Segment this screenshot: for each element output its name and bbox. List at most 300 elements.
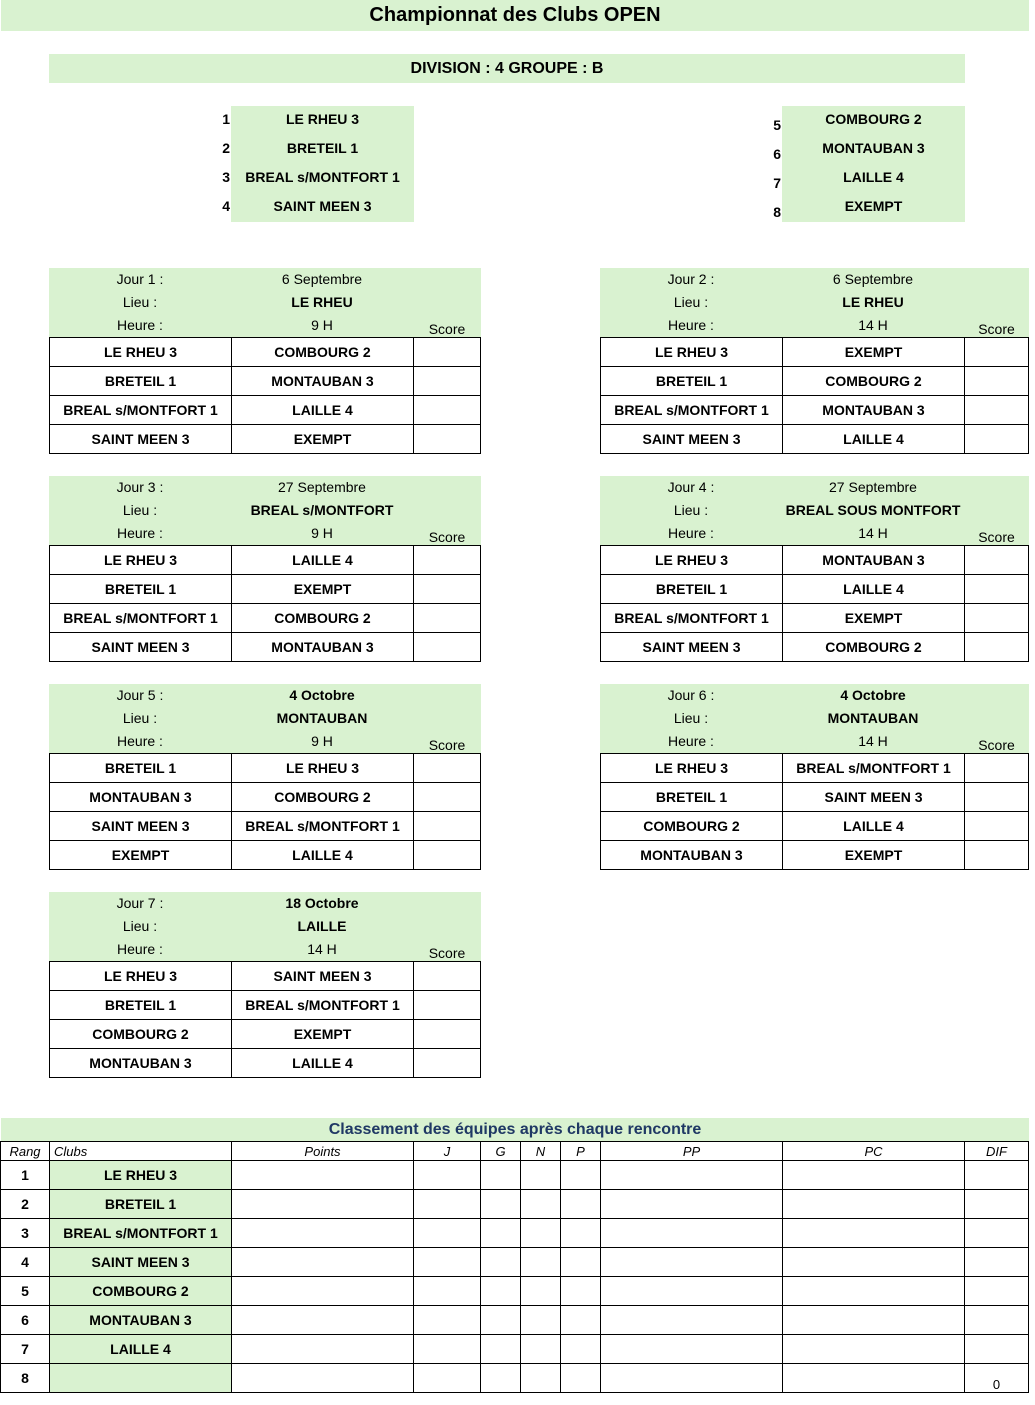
points-cell[interactable] (232, 1364, 414, 1393)
pc-cell[interactable] (783, 1248, 965, 1277)
day-label: Jour 1 : (116, 271, 164, 287)
home-team: COMBOURG 2 (50, 1020, 232, 1049)
away-team: COMBOURG 2 (232, 338, 414, 367)
away-team: LAILLE 4 (232, 396, 414, 425)
played-cell[interactable] (414, 1219, 481, 1248)
match-row (601, 633, 1029, 662)
score-label: Score (978, 321, 1015, 337)
day-location: MONTAUBAN (827, 710, 919, 726)
lost-cell[interactable] (561, 1277, 601, 1306)
day-date: 27 Septembre (278, 479, 366, 495)
home-team: COMBOURG 2 (601, 812, 783, 841)
score-label: Score (428, 529, 466, 545)
club-name: LAILLE 4 (50, 1335, 232, 1364)
score-label: Score (978, 737, 1015, 753)
day-time: 14 H (858, 525, 888, 541)
played-cell[interactable] (414, 1190, 481, 1219)
score-cell[interactable] (414, 991, 481, 1020)
away-team: EXEMPT (232, 575, 414, 604)
away-team: LAILLE 4 (783, 425, 965, 454)
home-team: LE RHEU 3 (601, 754, 783, 783)
pc-cell[interactable] (783, 1364, 965, 1393)
rank-number: 1 (1, 1161, 50, 1190)
time-label: Heure : (117, 317, 163, 333)
match-table (49, 337, 481, 454)
points-cell[interactable] (232, 1190, 414, 1219)
away-team: EXEMPT (232, 425, 414, 454)
day-time: 9 H (311, 317, 333, 333)
away-team: MONTAUBAN 3 (783, 546, 965, 575)
match-row (50, 604, 481, 633)
team-number: 5 (773, 117, 781, 133)
lost-cell[interactable] (561, 1219, 601, 1248)
match-day-block (49, 892, 481, 1078)
team-number: 2 (222, 140, 230, 156)
home-team: LE RHEU 3 (601, 338, 783, 367)
ranking-row (1, 1219, 1029, 1248)
score-label: Score (428, 945, 466, 961)
header-n: N (521, 1142, 561, 1161)
day-label: Jour 5 : (116, 687, 164, 703)
pp-cell[interactable] (601, 1364, 783, 1393)
match-row (50, 812, 481, 841)
day-date: 4 Octobre (289, 687, 355, 703)
won-cell[interactable] (481, 1364, 521, 1393)
time-label: Heure : (668, 525, 714, 541)
won-cell[interactable] (481, 1306, 521, 1335)
score-cell[interactable] (965, 338, 1029, 367)
score-cell[interactable] (414, 425, 481, 454)
club-name: BREAL s/MONTFORT 1 (50, 1219, 232, 1248)
home-team: LE RHEU 3 (50, 338, 232, 367)
pp-cell[interactable] (601, 1335, 783, 1364)
location-label: Lieu : (122, 294, 158, 310)
score-cell[interactable] (414, 396, 481, 425)
match-row (50, 546, 481, 575)
lost-cell[interactable] (561, 1364, 601, 1393)
score-cell[interactable] (414, 546, 481, 575)
match-day-block (49, 684, 481, 870)
team-name: BRETEIL 1 (286, 140, 359, 156)
pp-cell[interactable] (601, 1277, 783, 1306)
match-row (601, 783, 1029, 812)
home-team: BRETEIL 1 (50, 991, 232, 1020)
header-rang: Rang (1, 1142, 50, 1161)
day-location: MONTAUBAN (276, 710, 368, 726)
draw-cell[interactable] (521, 1219, 561, 1248)
match-row (50, 575, 481, 604)
header-dif: DIF (965, 1142, 1029, 1161)
home-team: BRETEIL 1 (50, 575, 232, 604)
home-team: BREAL s/MONTFORT 1 (601, 396, 783, 425)
match-table (49, 545, 481, 662)
header-pc: PC (783, 1142, 965, 1161)
score-cell[interactable] (414, 367, 481, 396)
home-team: SAINT MEEN 3 (50, 812, 232, 841)
away-team: EXEMPT (783, 841, 965, 870)
match-day-block (49, 476, 481, 662)
day-label: Jour 3 : (116, 479, 164, 495)
club-name: BRETEIL 1 (50, 1190, 232, 1219)
home-team: BRETEIL 1 (601, 575, 783, 604)
dif-cell[interactable] (965, 1219, 1029, 1248)
score-cell[interactable] (414, 1020, 481, 1049)
points-cell[interactable] (232, 1306, 414, 1335)
ranking-row (1, 1161, 1029, 1190)
match-table (600, 545, 1029, 662)
home-team: MONTAUBAN 3 (50, 1049, 232, 1078)
ranking-row (1, 1306, 1029, 1335)
day-date: 4 Octobre (840, 687, 906, 703)
match-day-header (49, 476, 481, 546)
score-cell[interactable] (414, 633, 481, 662)
day-date: 18 Octobre (285, 895, 359, 911)
draw-cell[interactable] (521, 1190, 561, 1219)
day-time: 14 H (307, 941, 337, 957)
time-label: Heure : (117, 525, 163, 541)
rank-number: 3 (1, 1219, 50, 1248)
club-name: COMBOURG 2 (50, 1277, 232, 1306)
team-name: MONTAUBAN 3 (822, 140, 925, 156)
score-cell[interactable] (965, 783, 1029, 812)
dif-cell[interactable]: 0 (965, 1364, 1029, 1393)
won-cell[interactable] (481, 1219, 521, 1248)
location-label: Lieu : (673, 294, 709, 310)
score-cell[interactable] (414, 338, 481, 367)
match-day-header (600, 268, 1029, 338)
points-cell[interactable] (232, 1335, 414, 1364)
pp-cell[interactable] (601, 1248, 783, 1277)
score-cell[interactable] (965, 575, 1029, 604)
dif-cell[interactable] (965, 1277, 1029, 1306)
day-label: Jour 6 : (667, 687, 715, 703)
score-cell[interactable] (414, 962, 481, 991)
score-cell[interactable] (414, 1049, 481, 1078)
home-team: LE RHEU 3 (50, 962, 232, 991)
time-label: Heure : (117, 733, 163, 749)
away-team: EXEMPT (783, 338, 965, 367)
header-clubs: Clubs (50, 1142, 232, 1161)
day-label: Jour 2 : (667, 271, 715, 287)
won-cell[interactable] (481, 1248, 521, 1277)
dif-cell[interactable] (965, 1306, 1029, 1335)
day-label: Jour 4 : (667, 479, 715, 495)
played-cell[interactable] (414, 1364, 481, 1393)
score-cell[interactable] (965, 546, 1029, 575)
match-row (601, 575, 1029, 604)
time-label: Heure : (668, 317, 714, 333)
home-team: BRETEIL 1 (601, 783, 783, 812)
ranking-row (1, 1190, 1029, 1219)
match-row (50, 1049, 481, 1078)
score-cell[interactable] (414, 783, 481, 812)
draw-cell[interactable] (521, 1277, 561, 1306)
draw-cell[interactable] (521, 1335, 561, 1364)
away-team: EXEMPT (783, 604, 965, 633)
away-team: SAINT MEEN 3 (232, 962, 414, 991)
day-location: BREAL s/MONTFORT (250, 502, 394, 518)
page-title: Championnat des Clubs OPEN (1, 0, 1029, 31)
ranking-row (1, 1277, 1029, 1306)
home-team: LE RHEU 3 (601, 546, 783, 575)
away-team: COMBOURG 2 (783, 633, 965, 662)
team-number: 1 (222, 111, 230, 127)
draw-cell[interactable] (521, 1248, 561, 1277)
home-team: MONTAUBAN 3 (50, 783, 232, 812)
away-team: EXEMPT (232, 1020, 414, 1049)
day-date: 27 Septembre (829, 479, 917, 495)
lost-cell[interactable] (561, 1190, 601, 1219)
away-team: COMBOURG 2 (232, 604, 414, 633)
home-team: BRETEIL 1 (50, 367, 232, 396)
away-team: BREAL s/MONTFORT 1 (232, 812, 414, 841)
points-cell[interactable] (232, 1219, 414, 1248)
match-row (601, 812, 1029, 841)
lost-cell[interactable] (561, 1306, 601, 1335)
match-day-header (49, 684, 481, 754)
rank-number: 4 (1, 1248, 50, 1277)
match-row (601, 338, 1029, 367)
home-team: EXEMPT (50, 841, 232, 870)
home-team: SAINT MEEN 3 (50, 633, 232, 662)
match-row (50, 991, 481, 1020)
draw-cell[interactable] (521, 1161, 561, 1190)
match-row (50, 425, 481, 454)
home-team: MONTAUBAN 3 (601, 841, 783, 870)
team-name: BREAL s/MONTFORT 1 (245, 169, 400, 185)
played-cell[interactable] (414, 1306, 481, 1335)
match-row (601, 841, 1029, 870)
match-day-header (49, 892, 481, 962)
team-name: COMBOURG 2 (825, 111, 922, 127)
pc-cell[interactable] (783, 1335, 965, 1364)
day-date: 6 Septembre (281, 271, 363, 287)
match-row (50, 396, 481, 425)
header-pp: PP (601, 1142, 783, 1161)
day-time: 14 H (858, 317, 888, 333)
away-team: LAILLE 4 (232, 546, 414, 575)
dif-cell[interactable] (965, 1248, 1029, 1277)
draw-cell[interactable] (521, 1364, 561, 1393)
day-date: 6 Septembre (832, 271, 914, 287)
home-team: SAINT MEEN 3 (50, 425, 232, 454)
score-cell[interactable] (965, 633, 1029, 662)
club-name: MONTAUBAN 3 (50, 1306, 232, 1335)
match-row (50, 841, 481, 870)
pc-cell[interactable] (783, 1277, 965, 1306)
team-number: 3 (222, 169, 230, 185)
header-points: Points (232, 1142, 414, 1161)
match-row (50, 962, 481, 991)
points-cell[interactable] (232, 1277, 414, 1306)
match-row (50, 783, 481, 812)
ranking-title: Classement des équipes après chaque rencontre (1, 1118, 1029, 1142)
ranking-row (1, 1248, 1029, 1277)
ranking-table (0, 1141, 1029, 1393)
away-team: BREAL s/MONTFORT 1 (232, 991, 414, 1020)
rank-number: 6 (1, 1306, 50, 1335)
location-label: Lieu : (122, 918, 158, 934)
team-number: 7 (773, 175, 781, 191)
match-row (601, 396, 1029, 425)
team-name: EXEMPT (844, 198, 903, 214)
score-label: Score (428, 737, 466, 753)
won-cell[interactable] (481, 1277, 521, 1306)
played-cell[interactable] (414, 1277, 481, 1306)
match-day-block (600, 268, 1032, 454)
draw-cell[interactable] (521, 1306, 561, 1335)
score-cell[interactable] (965, 396, 1029, 425)
team-name: LAILLE 4 (843, 169, 904, 185)
day-location: BREAL SOUS MONTFORT (785, 502, 961, 518)
pp-cell[interactable] (601, 1161, 783, 1190)
away-team: LAILLE 4 (783, 575, 965, 604)
day-location: LAILLE (297, 918, 347, 934)
points-cell[interactable] (232, 1248, 414, 1277)
home-team: BRETEIL 1 (50, 754, 232, 783)
away-team: MONTAUBAN 3 (232, 633, 414, 662)
header-j: J (414, 1142, 481, 1161)
team-name: SAINT MEEN 3 (273, 198, 372, 214)
match-row (50, 1020, 481, 1049)
ranking-header-row (1, 1142, 1029, 1161)
home-team: SAINT MEEN 3 (601, 425, 783, 454)
away-team: COMBOURG 2 (783, 367, 965, 396)
rank-number: 7 (1, 1335, 50, 1364)
day-time: 14 H (858, 733, 888, 749)
match-row (50, 338, 481, 367)
away-team: MONTAUBAN 3 (232, 367, 414, 396)
match-row (50, 633, 481, 662)
club-name: SAINT MEEN 3 (50, 1248, 232, 1277)
day-time: 9 H (311, 525, 333, 541)
location-label: Lieu : (673, 502, 709, 518)
away-team: SAINT MEEN 3 (783, 783, 965, 812)
match-row (601, 754, 1029, 783)
away-team: BREAL s/MONTFORT 1 (783, 754, 965, 783)
away-team: LE RHEU 3 (232, 754, 414, 783)
score-cell[interactable] (414, 841, 481, 870)
match-table (49, 961, 481, 1078)
match-day-block (600, 684, 1032, 870)
match-day-header (600, 476, 1029, 546)
home-team: BREAL s/MONTFORT 1 (601, 604, 783, 633)
dif-cell[interactable] (965, 1161, 1029, 1190)
home-team: SAINT MEEN 3 (601, 633, 783, 662)
score-cell[interactable] (414, 812, 481, 841)
header-p: P (561, 1142, 601, 1161)
match-day-header (49, 268, 481, 338)
home-team: BREAL s/MONTFORT 1 (50, 604, 232, 633)
home-team: BREAL s/MONTFORT 1 (50, 396, 232, 425)
played-cell[interactable] (414, 1335, 481, 1364)
match-row (601, 367, 1029, 396)
dif-cell[interactable] (965, 1190, 1029, 1219)
score-cell[interactable] (414, 575, 481, 604)
away-team: LAILLE 4 (783, 812, 965, 841)
away-team: LAILLE 4 (232, 841, 414, 870)
score-cell[interactable] (414, 604, 481, 633)
ranking-row (1, 1364, 1029, 1393)
away-team: LAILLE 4 (232, 1049, 414, 1078)
lost-cell[interactable] (561, 1335, 601, 1364)
club-name (50, 1364, 232, 1393)
time-label: Heure : (117, 941, 163, 957)
won-cell[interactable] (481, 1161, 521, 1190)
day-location: LE RHEU (291, 294, 353, 310)
pp-cell[interactable] (601, 1306, 783, 1335)
match-row (50, 367, 481, 396)
team-number: 4 (222, 198, 230, 214)
rank-number: 2 (1, 1190, 50, 1219)
rank-number: 5 (1, 1277, 50, 1306)
score-cell[interactable] (965, 367, 1029, 396)
home-team: BRETEIL 1 (601, 367, 783, 396)
match-day-header (600, 684, 1029, 754)
header-g: G (481, 1142, 521, 1161)
score-cell[interactable] (965, 604, 1029, 633)
match-table (600, 337, 1029, 454)
match-table (600, 753, 1029, 870)
location-label: Lieu : (122, 710, 158, 726)
score-cell[interactable] (965, 812, 1029, 841)
match-day-block (600, 476, 1032, 662)
home-team: LE RHEU 3 (50, 546, 232, 575)
played-cell[interactable] (414, 1248, 481, 1277)
won-cell[interactable] (481, 1190, 521, 1219)
score-cell[interactable] (965, 425, 1029, 454)
score-cell[interactable] (965, 754, 1029, 783)
time-label: Heure : (668, 733, 714, 749)
away-team: COMBOURG 2 (232, 783, 414, 812)
rank-number: 8 (1, 1364, 50, 1393)
pc-cell[interactable] (783, 1306, 965, 1335)
played-cell[interactable] (414, 1161, 481, 1190)
team-number: 6 (773, 146, 781, 162)
day-location: LE RHEU (842, 294, 904, 310)
match-row (601, 425, 1029, 454)
team-number: 8 (773, 204, 781, 220)
pc-cell[interactable] (783, 1219, 965, 1248)
club-name: LE RHEU 3 (50, 1161, 232, 1190)
team-name: LE RHEU 3 (285, 111, 360, 127)
location-label: Lieu : (673, 710, 709, 726)
match-day-block (49, 268, 481, 454)
ranking-row (1, 1335, 1029, 1364)
won-cell[interactable] (481, 1335, 521, 1364)
score-cell[interactable] (965, 841, 1029, 870)
score-label: Score (978, 529, 1015, 545)
match-row (601, 546, 1029, 575)
match-table (49, 753, 481, 870)
day-label: Jour 7 : (116, 895, 164, 911)
pc-cell[interactable] (783, 1161, 965, 1190)
dif-cell[interactable] (965, 1335, 1029, 1364)
match-row (601, 604, 1029, 633)
match-row (50, 754, 481, 783)
away-team: MONTAUBAN 3 (783, 396, 965, 425)
division-group-banner: DIVISION : 4 GROUPE : B (49, 54, 965, 83)
pp-cell[interactable] (601, 1190, 783, 1219)
pc-cell[interactable] (783, 1190, 965, 1219)
points-cell[interactable] (232, 1161, 414, 1190)
score-cell[interactable] (414, 754, 481, 783)
pp-cell[interactable] (601, 1219, 783, 1248)
lost-cell[interactable] (561, 1248, 601, 1277)
lost-cell[interactable] (561, 1161, 601, 1190)
location-label: Lieu : (122, 502, 158, 518)
day-time: 9 H (311, 733, 333, 749)
